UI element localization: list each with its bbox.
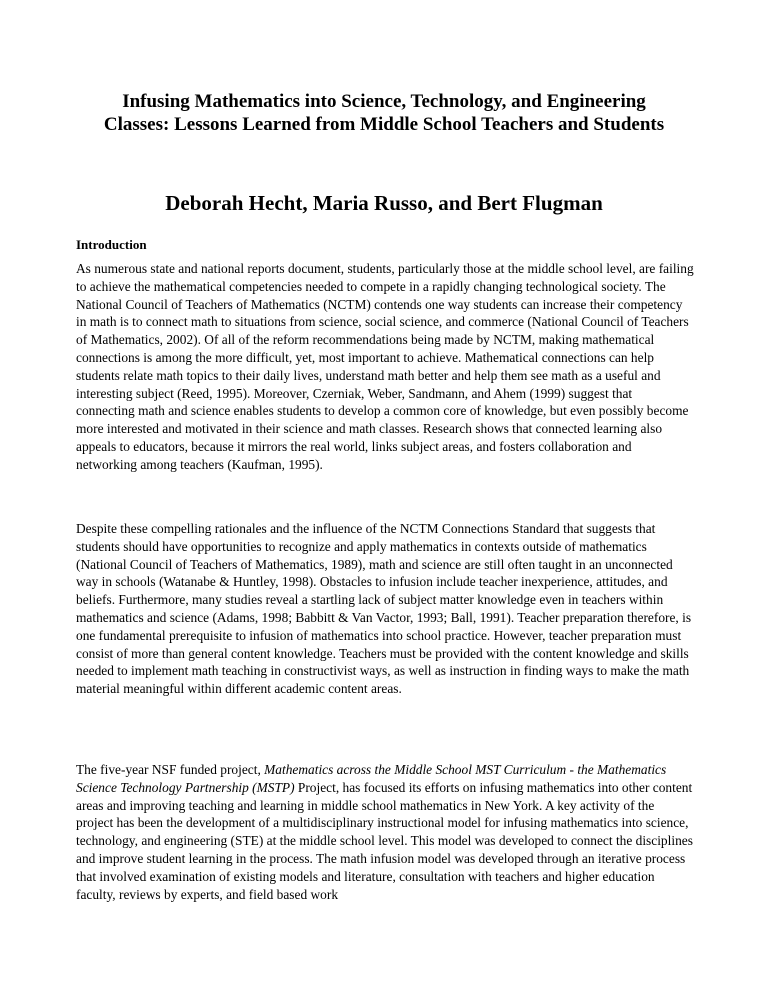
section-heading-introduction: Introduction xyxy=(76,237,147,252)
author-list: Deborah Hecht, Maria Russo, and Bert Flugman xyxy=(165,191,603,215)
project-name: Mathematics across the Middle School MST Curriculum - the Mathematics Science Technology Partnership (MSTP) xyxy=(76,762,667,795)
paragraph-3-rest: Project, has focused its efforts on infusing mathematics into other content areas and improving teaching and learning in middle school mathematics in New York. A key activity of the project has been the development of a multidisciplinary instructional model for infusing mathematics into science, technology, and engineering (STE) at the middle school level. This model was developed to connect the disciplines and improve student learning in the process. The math infusion model was developed through an iterative process that involved examination of existing models and literature, consultation with teachers and higher education faculty, reviews by experts, and field based work xyxy=(76,779,693,902)
paragraph-3-lead: The five-year NSF funded project, xyxy=(76,762,265,777)
paper-title: Infusing Mathematics into Science, Technology, and Engineering Classes: Lessons Learned from Middle School Teachers and Students xyxy=(103,91,665,135)
body-paragraph-2: Despite these compelling rationales and the influence of the NCTM Connections Standard that suggests that students should have opportunities to recognize and apply mathematics in contexts outside of mathematics (National Council of Teachers of Mathematics, 1989), math and science are still often taught in an unconnected way in schools (Watanabe & Huntley, 1998). Obstacles to infusion include teacher inexperience, attitudes, and beliefs. Furthermore, many studies reveal a startling lack of subject matter knowledge even in teachers within mathematics and science (Adams, 1998; Babbitt & Van Vactor, 1993; Ball, 1991). Teacher preparation therefore, is one fundamental prerequisite to infusion of mathematics into school practice. However, teacher preparation must consist of more than general content knowledge. Teachers must be provided with the content knowledge and skills needed to implement math teaching in constructivist ways, as well as instruction in finding ways to make the math material meaningful within different academic content areas. xyxy=(76,521,692,697)
body-paragraph-1: As numerous state and national reports document, students, particularly those at the middle school level, are failing to achieve the mathematical competencies needed to compete in a rapidly changing technological society. The National Council of Teachers of Mathematics (NCTM) contends one way students can increase their competency in math is to connect math to situations from science, social science, and commerce (National Council of Teachers of Mathematics, 2002). Of all of the reform recommendations being made by NCTM, making mathematical connections is among the more difficult, yet, most important to achieve. Mathematical connections can help students relate math topics to their daily lives, understand math better and help them see math as a useful and interesting subject (Reed, 1995). Moreover, Czerniak, Weber, Sandmann, and Ahem (1999) suggest that connecting math and science enables students to develop a common core of knowledge, but even possibly become more interested and motivated in their science and math classes. Research shows that connected learning also appeals to educators, because it mirrors the real world, links subject areas, and fosters collaboration and networking among teachers (Kaufman, 1995). xyxy=(76,261,694,472)
body-paragraph-3 xyxy=(76,761,694,903)
